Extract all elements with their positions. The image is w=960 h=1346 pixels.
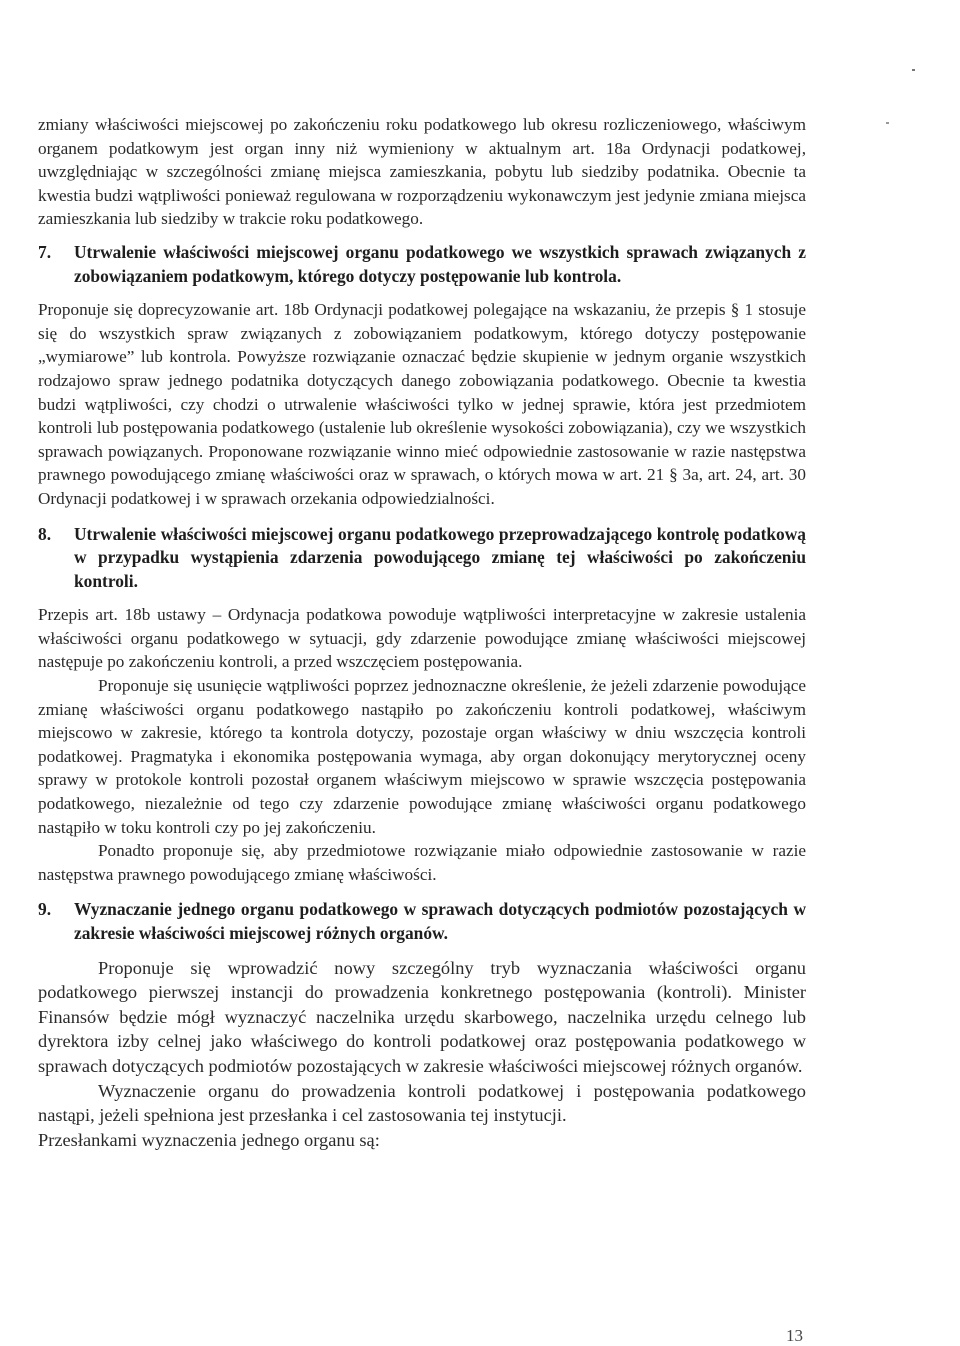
section-8-paragraph: Proponuje się usunięcie wątpliwości poprzez jednoznaczne określenie, że jeżeli zdarzenie powodujące zmianę właściwości organu podatkowego nastąpiło po zakończeniu kontroli podatkowej, właściwym miejscowo w zakresie, którego ta kontrola dotyczy, pozostaje organ właściwy w dniu wszczęcia kontroli podatkowej. Pragmatyka i ekonomika postępowania wymaga, aby organ dokonujący merytorycznej oceny sprawy w protokole kontroli pozostał organem właściwym miejscowo w sprawie wszczęcia postępowania podatkowego, niezależnie od tego czy zdarzenie powodujące zmianę właściwości organu podatkowego nastąpiło w toku kontroli czy po jej zakończeniu. [38,676,806,837]
section-7-heading [38,241,806,288]
intro-paragraph: zmiany właściwości miejscowej po zakończeniu roku podatkowego lub okresu rozliczeniowego, właściwym organem podatkowym jest organ inny niż wymieniony w aktualnym art. 18a Ordynacji podatkowej, uwzględniając w szczególności zmianę miejsca zamieszkania, pobytu lub siedziby podatnika. Obecnie ta kwestia budzi wątpliwości ponieważ regulowana w rozporządzeniu wykonawczym jest jedynie zmiana miejsca zamieszkania lub siedziby w trakcie roku podatkowego. [38,115,806,229]
section-8-paragraph: Ponadto proponuje się, aby przedmiotowe rozwiązanie miało odpowiednie zastosowanie w razie następstwa prawnego powodującego zmianę właściwości. [38,841,806,884]
section-9-paragraph: Wyznaczenie organu do prowadzenia kontroli podatkowej i postępowania podatkowego nastąpi, jeżeli spełniona jest przesłanka i cel zastosowania tej instytucji. [38,1080,806,1126]
section-9-paragraph: Proponuje się wprowadzić nowy szczególny tryb wyznaczania właściwości organu podatkowego pierwszej instancji do prowadzenia konkretnego postępowania (kontroli). Minister Finansów będzie mógł wyznaczyć naczelnika urzędu skarbowego, naczelnika urzędu celnego lub dyrektora izby celnej jako właściwego do kontroli podatkowej oraz postępowania podatkowego w sprawach dotyczących podmiotów pozostających w zakresie właściwości miejscowej różnych organów. [38,957,806,1076]
section-8-heading [38,523,806,594]
section-9-heading [38,898,806,945]
section-7-paragraph: Proponuje się doprecyzowanie art. 18b Ordynacji podatkowej polegające na wskazaniu, że przepis § 1 stosuje się do wszystkich spraw związanych z zobowiązaniem podatkowym, którego dotyczy postępowanie „wymiarowe” lub kontrola. Powyższe rozwiązanie oznaczać będzie skupienie w jednym organie wszystkich rodzajowo spraw jednego podatnika dotyczących danego zobowiązania podatkowego. Obecnie ta kwestia budzi wątpliwości, czy chodzi o utrwalenie właściwości tylko w jednej sprawie, która jest przedmiotem kontroli lub postępowania podatkowego (ustalenie lub określenie wysokości zobowiązania), czy we wszystkich sprawach powiązanych. Proponowane rozwiązanie winno mieć odpowiednie zastosowanie w razie następstwa prawnego powodującego zmianę właściwości oraz w sprawach, o których mowa w art. 21 § 3a, art. 24, art. 30 Ordynacji podatkowej i w sprawach orzekania odpowiedzialności. [38,300,806,508]
section-title: Utrwalenie właściwości miejscowej organu podatkowego przeprowadzającego kontrolę podatkową w przypadku wystąpienia zdarzenia powodującego zmianę tej właściwości po zakończeniu kontroli. [74,523,806,591]
section-9-paragraph: Przesłankami wyznaczenia jednego organu są: [38,1129,380,1150]
section-8-paragraph: Przepis art. 18b ustawy – Ordynacja podatkowa powoduje wątpliwości interpretacyjne w zakresie ustalenia właściwości organu podatkowego w sytuacji, gdy zdarzenie powodujące zmianę właściwości miejscowej następuje po zakończeniu kontroli, a przed wszczęciem postępowania. [38,605,806,672]
scan-speck [886,122,889,124]
scan-speck [912,69,915,71]
page-number: 13 [786,1326,803,1345]
document-page [38,113,806,1152]
section-title: Wyznaczanie jednego organu podatkowego w sprawach dotyczących podmiotów pozostających w zakresie właściwości miejscowej różnych organów. [74,899,806,943]
section-number: 8. [38,523,52,544]
section-number: 7. [38,241,52,262]
section-number: 9. [38,899,52,920]
section-title: Utrwalenie właściwości miejscowej organu podatkowego we wszystkich sprawach związanych z zobowiązaniem podatkowym, którego dotyczy postępowanie lub kontrola. [74,241,806,286]
